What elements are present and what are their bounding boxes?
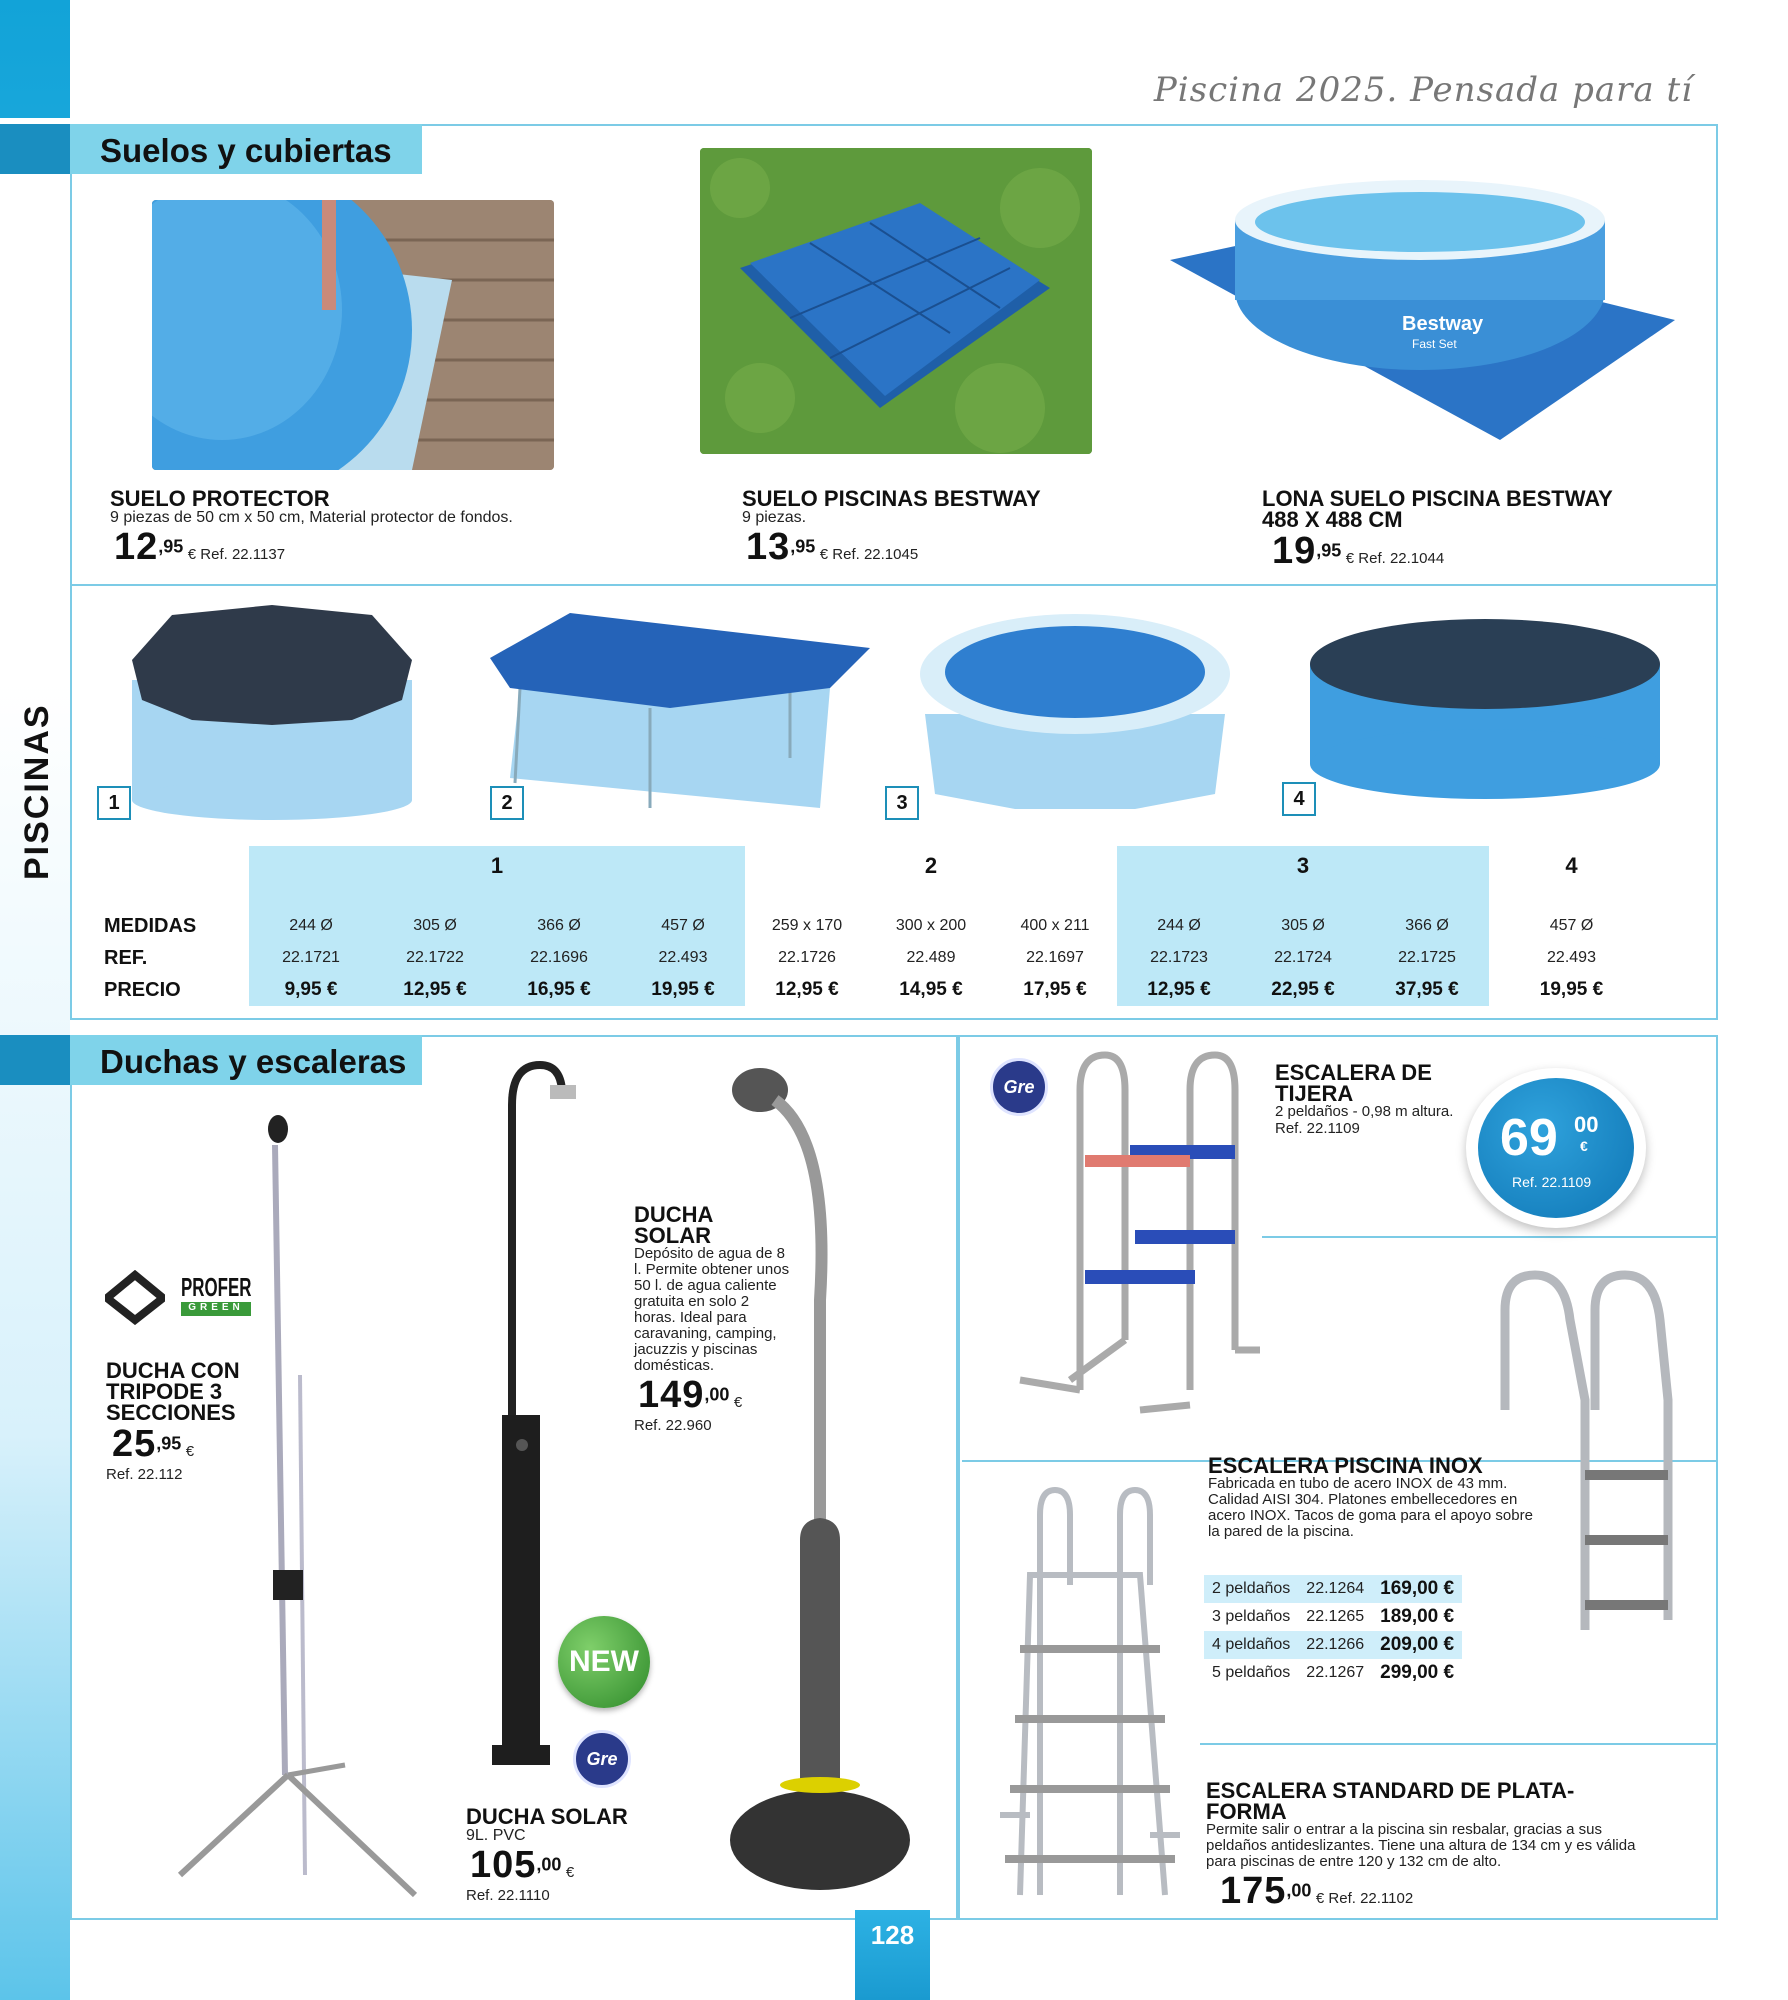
product-name: ESCALERA PISCINA INOX bbox=[1208, 1453, 1483, 1478]
product-suelo-bestway bbox=[742, 488, 1162, 569]
profer-brand: PROFER bbox=[181, 1272, 252, 1302]
price-ref: Ref. 22.1110 bbox=[466, 1887, 550, 1904]
product-desc: Permite salir o entrar a la piscina sin resbalar, gracias a sus peldaños antideslizantes. Tiene una altura de 134 cm y es válida para piscinas de entre 120 y 132 cm de alto. bbox=[1206, 1821, 1636, 1870]
bestway-logo-sub: Fast Set bbox=[1412, 337, 1457, 351]
table-cell: 14,95 € bbox=[899, 979, 963, 1000]
gre-logo: Gre bbox=[990, 1058, 1048, 1116]
suelo-bestway-illustration bbox=[700, 148, 1092, 454]
price-ref: Ref. 22.960 bbox=[634, 1417, 712, 1434]
price-euro: € bbox=[733, 1394, 743, 1411]
price-int: 12 bbox=[114, 526, 159, 568]
bestway-logo-text: Bestway bbox=[1402, 313, 1484, 335]
table-row bbox=[1204, 1659, 1462, 1687]
product-name: DUCHA SOLAR bbox=[466, 1804, 628, 1829]
product-name-line: DUCHA CON bbox=[106, 1358, 240, 1383]
table-row-precio bbox=[104, 974, 1654, 1006]
gre-logo: Gre bbox=[573, 1730, 631, 1788]
suelo-protector-illustration bbox=[152, 200, 554, 470]
table-cell: 22.1264 bbox=[1298, 1575, 1372, 1603]
price-int: 25 bbox=[112, 1423, 157, 1465]
price-euro: € bbox=[565, 1864, 575, 1881]
product-name: SUELO PROTECTOR bbox=[110, 486, 330, 511]
table-cell: 22.1724 bbox=[1241, 942, 1365, 974]
product-name-line: TRIPODE 3 bbox=[106, 1379, 223, 1404]
table-cell: 457 Ø bbox=[621, 910, 745, 942]
table-cell: 22.1725 bbox=[1365, 942, 1489, 974]
table-cell: 19,95 € bbox=[621, 974, 745, 1006]
table-cell: 22.493 bbox=[1547, 949, 1596, 966]
table-cell: 169,00 € bbox=[1372, 1575, 1462, 1603]
header-slogan: Piscina 2025. Pensada para tí bbox=[1153, 70, 1693, 110]
lona-suelo-illustration bbox=[1170, 180, 1675, 450]
product-name-line: ESCALERA DE bbox=[1275, 1060, 1432, 1085]
price-dec: ,00 bbox=[536, 1854, 562, 1875]
table-cell: 22,95 € bbox=[1241, 974, 1365, 1006]
cover-1-illustration bbox=[112, 600, 432, 820]
group-header-1: 1 bbox=[249, 846, 745, 886]
table-cell: 305 Ø bbox=[1241, 910, 1365, 942]
section-title-duchas: Duchas y escaleras bbox=[70, 1035, 422, 1085]
table-cell: 22.489 bbox=[906, 949, 956, 966]
table-cell: 9,95 € bbox=[249, 974, 373, 1006]
row-label-medidas: MEDIDAS bbox=[104, 914, 197, 937]
table-cell: 22.1265 bbox=[1306, 1608, 1365, 1625]
product-desc: 2 peldaños - 0,98 m altura. bbox=[1275, 1103, 1454, 1120]
table-cell: 22.493 bbox=[621, 942, 745, 974]
new-badge: NEW bbox=[558, 1616, 650, 1708]
price-int: 13 bbox=[746, 526, 791, 568]
price-ref: € Ref. 22.1137 bbox=[187, 546, 286, 563]
price-ref: € Ref. 22.1044 bbox=[1345, 550, 1445, 567]
price-ref: Ref. 22.1109 bbox=[1275, 1120, 1360, 1137]
escalera-inox-steps-table bbox=[1204, 1575, 1462, 1687]
product-name: SUELO PISCINAS BESTWAY bbox=[742, 486, 1041, 511]
product-name-line: SECCIONES bbox=[106, 1400, 236, 1425]
price-ref: € Ref. 22.1102 bbox=[1315, 1890, 1414, 1907]
divider bbox=[1200, 1743, 1718, 1745]
table-cell: 17,95 € bbox=[1023, 979, 1087, 1000]
side-section-label: PISCINAS bbox=[18, 703, 56, 880]
cover-4-image bbox=[1305, 614, 1665, 804]
product-lona-suelo bbox=[1262, 488, 1642, 573]
sticker-euro: € bbox=[1580, 1138, 1588, 1154]
product-suelo-protector bbox=[110, 488, 630, 569]
cover-4-illustration bbox=[1305, 614, 1665, 804]
price-sticker bbox=[1478, 1078, 1634, 1218]
table-cell: 305 Ø bbox=[373, 910, 497, 942]
product-name: ESCALERA STANDARD DE PLATA-FORMA bbox=[1206, 1778, 1575, 1824]
price-ref: Ref. 22.112 bbox=[106, 1466, 183, 1483]
profer-diamond-icon bbox=[105, 1270, 165, 1325]
table-cell: 22.1266 bbox=[1298, 1631, 1372, 1659]
product-ducha-solar-small bbox=[466, 1806, 666, 1904]
group-header-3: 3 bbox=[1117, 846, 1489, 886]
table-cell: 37,95 € bbox=[1365, 974, 1489, 1006]
product-name-line: SOLAR bbox=[634, 1223, 711, 1248]
price-euro: € bbox=[185, 1443, 195, 1460]
cover-2-illustration bbox=[490, 608, 870, 818]
table-cell: 16,95 € bbox=[497, 974, 621, 1006]
price-int: 149 bbox=[638, 1374, 705, 1416]
row-label-ref: REF. bbox=[104, 946, 148, 969]
cover-number-1: 1 bbox=[97, 786, 131, 820]
table-cell: 259 x 170 bbox=[771, 917, 843, 934]
cover-2-image bbox=[490, 608, 870, 818]
table-cell: 189,00 € bbox=[1380, 1606, 1455, 1627]
suelo-bestway-photo bbox=[700, 148, 1092, 454]
escalera-tijera-illustration bbox=[1010, 1050, 1280, 1430]
price-dec: ,00 bbox=[704, 1384, 730, 1405]
table-cell: 366 Ø bbox=[497, 910, 621, 942]
page-number: 128 bbox=[855, 1910, 930, 2000]
divider bbox=[1262, 1236, 1718, 1238]
cover-3-image bbox=[905, 604, 1245, 814]
table-cell: 244 Ø bbox=[1117, 910, 1241, 942]
profer-logo bbox=[105, 1270, 255, 1325]
table-row bbox=[1204, 1631, 1462, 1659]
ducha-solar-big-image bbox=[720, 1060, 920, 1900]
group-header-2: 2 bbox=[924, 853, 938, 878]
escalera-standard-illustration bbox=[990, 1485, 1190, 1905]
table-cell: 366 Ø bbox=[1365, 910, 1489, 942]
table-cell: 12,95 € bbox=[1117, 974, 1241, 1006]
product-escalera-inox bbox=[1208, 1455, 1538, 1540]
group-header-4: 4 bbox=[1565, 853, 1578, 878]
table-cell: 5 peldaños bbox=[1212, 1664, 1291, 1681]
table-row bbox=[1204, 1603, 1462, 1631]
table-cell: 22.1697 bbox=[1026, 949, 1084, 966]
price-dec: ,95 bbox=[156, 1433, 182, 1454]
product-name: LONA SUELO PISCINA BESTWAY 488 X 488 CM bbox=[1262, 486, 1613, 532]
product-escalera-tijera bbox=[1275, 1062, 1455, 1137]
product-desc: 9L. PVC bbox=[466, 1827, 526, 1844]
product-desc: Depósito de agua de 8 l. Permite obtener unos 50 l. de agua caliente gratuita en solo 2 horas. Ideal para caravaning, camping, jacuzzis y piscinas domésticas. bbox=[634, 1245, 790, 1374]
product-ducha-tripode bbox=[106, 1360, 306, 1483]
row-label-precio: PRECIO bbox=[104, 978, 181, 1001]
table-cell: 19,95 € bbox=[1539, 979, 1604, 1000]
price-dec: ,95 bbox=[1316, 540, 1342, 561]
price-ref: € Ref. 22.1045 bbox=[819, 546, 919, 563]
price-int: 175 bbox=[1220, 1870, 1287, 1912]
sticker-price-dec: 00 bbox=[1574, 1112, 1599, 1137]
sticker-ref: Ref. 22.1109 bbox=[1512, 1174, 1592, 1190]
product-desc: 9 piezas de 50 cm x 50 cm, Material protector de fondos. bbox=[110, 509, 513, 526]
table-cell: 457 Ø bbox=[1549, 917, 1594, 934]
price-dec: ,95 bbox=[158, 536, 184, 557]
cover-number-2: 2 bbox=[490, 786, 524, 820]
table-group-row bbox=[104, 846, 1654, 886]
table-cell: 400 x 211 bbox=[1020, 917, 1090, 934]
table-cell: 22.1267 bbox=[1306, 1664, 1365, 1681]
product-ducha-solar-big bbox=[634, 1204, 794, 1434]
product-name-line: TIJERA bbox=[1275, 1081, 1354, 1106]
ducha-tripode-illustration bbox=[170, 1115, 430, 1905]
price-int: 19 bbox=[1272, 530, 1317, 572]
product-desc: 9 piezas. bbox=[742, 509, 807, 526]
table-row-ref bbox=[104, 942, 1654, 974]
table-row bbox=[1204, 1575, 1462, 1603]
price-dec: ,00 bbox=[1286, 1880, 1312, 1901]
table-cell: 22.1726 bbox=[778, 949, 836, 966]
profer-sub: GREEN bbox=[181, 1302, 251, 1316]
table-cell: 22.1696 bbox=[497, 942, 621, 974]
table-cell: 244 Ø bbox=[249, 910, 373, 942]
table-cell: 209,00 € bbox=[1372, 1631, 1462, 1659]
table-cell: 22.1723 bbox=[1117, 942, 1241, 974]
covers-price-table bbox=[104, 846, 1654, 1006]
cover-number-4: 4 bbox=[1282, 782, 1316, 816]
table-row-medidas bbox=[104, 910, 1654, 942]
table-cell: 22.1722 bbox=[373, 942, 497, 974]
escalera-tijera-image bbox=[1010, 1050, 1280, 1430]
table-cell: 300 x 200 bbox=[895, 917, 967, 934]
table-cell: 299,00 € bbox=[1380, 1662, 1455, 1683]
product-name-line: DUCHA bbox=[634, 1202, 714, 1227]
price-int: 105 bbox=[470, 1844, 537, 1886]
table-cell: 12,95 € bbox=[775, 979, 839, 1000]
suelo-protector-photo bbox=[152, 200, 554, 470]
table-cell: 12,95 € bbox=[373, 974, 497, 1006]
sticker-price-int: 69 bbox=[1500, 1109, 1558, 1167]
table-cell: 2 peldaños bbox=[1204, 1575, 1298, 1603]
ducha-tripode-image bbox=[170, 1115, 430, 1905]
lona-suelo-photo bbox=[1170, 180, 1675, 450]
table-cell: 22.1721 bbox=[249, 942, 373, 974]
cover-number-3: 3 bbox=[885, 786, 919, 820]
table-cell: 3 peldaños bbox=[1212, 1608, 1291, 1625]
cover-1-image bbox=[112, 600, 432, 820]
ducha-solar-big-illustration bbox=[720, 1060, 920, 1900]
product-escalera-standard bbox=[1206, 1780, 1646, 1913]
section-title-suelos: Suelos y cubiertas bbox=[70, 124, 422, 174]
table-cell: 4 peldaños bbox=[1204, 1631, 1298, 1659]
cover-3-illustration bbox=[905, 604, 1245, 814]
escalera-standard-image bbox=[990, 1485, 1190, 1905]
price-dec: ,95 bbox=[790, 536, 816, 557]
product-desc: Fabricada en tubo de acero INOX de 43 mm. Calidad AISI 304. Platones embellecedores en acero INOX. Tacos de goma para el apoyo sobre la pared de la piscina. bbox=[1208, 1475, 1533, 1540]
